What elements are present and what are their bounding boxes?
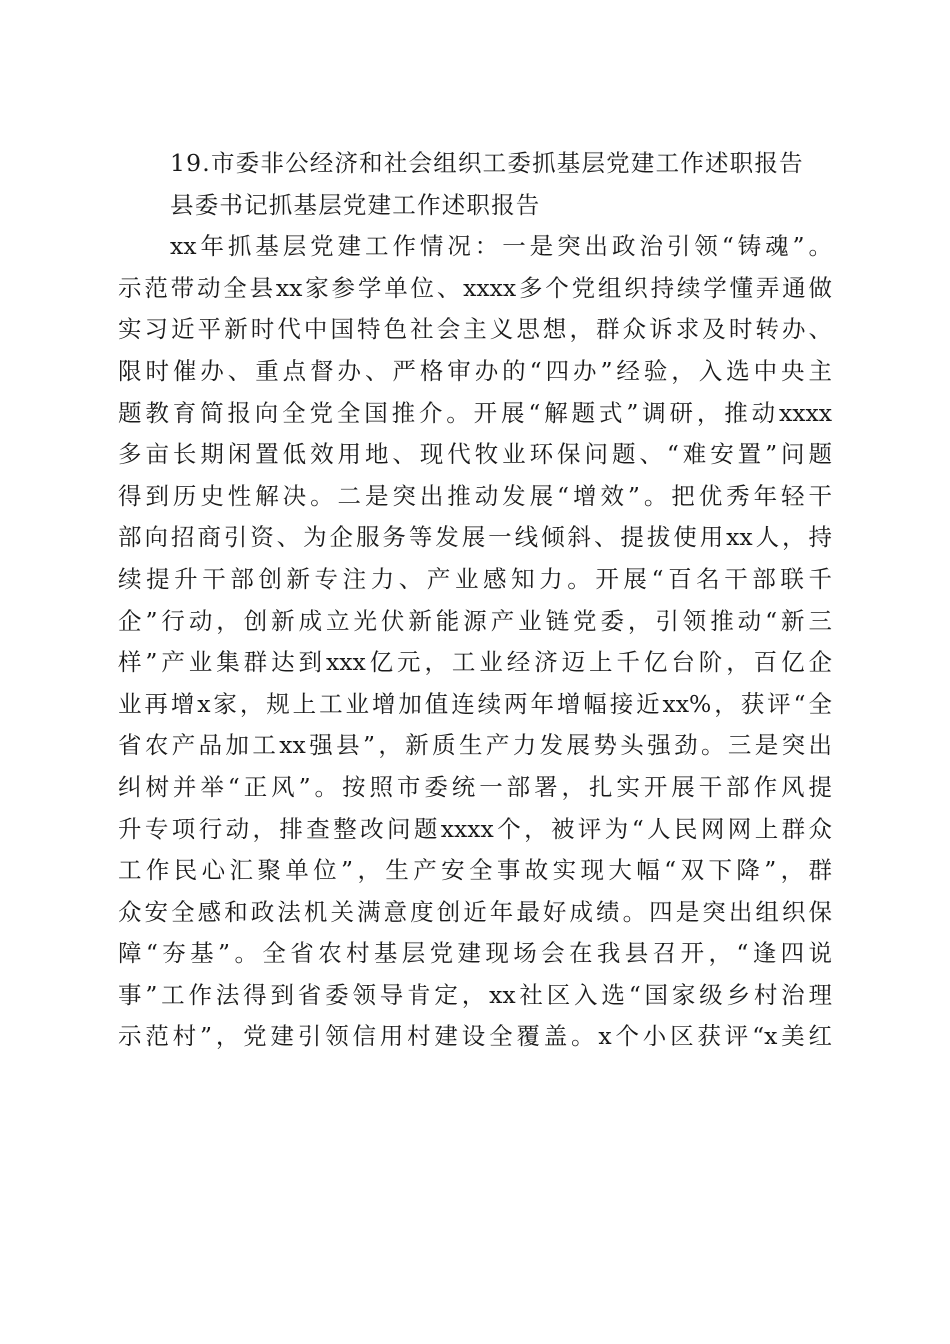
report-subtitle: 县委书记抓基层党建工作述职报告 [170,190,541,219]
document-title: 19.市委非公经济和社会组织工委抓基层党建工作述职报告 [170,149,804,177]
paragraph-line: xx年抓基层党建工作情况：一是突出政治引领“铸魂”。 [170,232,832,261]
paragraph-line: 业再增x家，规上工业增加值连续两年增幅接近xx%，获评“全 [118,689,832,718]
paragraph-line: 众安全感和政法机关满意度创近年最好成绩。四是突出组织保 [118,897,832,926]
paragraph-line: 得到历史性解决。二是突出推动发展“增效”。把优秀年轻干 [118,481,832,510]
paragraph-line: 部向招商引资、为企服务等发展一线倾斜、提拔使用xx人，持 [118,523,832,552]
paragraph-line: 多亩长期闲置低效用地、现代牧业环保问题、“难安置”问题 [118,440,832,469]
document-body [118,143,832,1058]
paragraph-line: 限时催办、重点督办、严格审办的“四办”经验，入选中央主 [118,356,832,385]
paragraph-line: 实习近平新时代中国特色社会主义思想，群众诉求及时转办、 [118,315,832,344]
paragraph-line: 事”工作法得到省委领导肯定，xx社区入选“国家级乡村治理 [118,980,832,1009]
paragraph-line: 纠树并举“正风”。按照市委统一部署，扎实开展干部作风提 [118,772,832,801]
paragraph-line: 续提升干部创新专注力、产业感知力。开展“百名干部联千 [118,564,832,593]
paragraph-line: 障“夯基”。全省农村基层党建现场会在我县召开，“逢四说 [118,939,832,968]
paragraph-line: 省农产品加工xx强县”，新质生产力发展势头强劲。三是突出 [118,731,832,760]
paragraph-line: 企”行动，创新成立光伏新能源产业链党委，引领推动“新三 [118,606,832,635]
paragraph-line: 题教育简报向全党全国推介。开展“解题式”调研，推动xxxx [118,398,832,427]
paragraph-line: 示范村”，党建引领信用村建设全覆盖。x个小区获评“x美红 [118,1022,832,1051]
paragraph-line: 工作民心汇聚单位”，生产安全事故实现大幅“双下降”，群 [118,856,832,885]
paragraph-line: 样”产业集群达到xxx亿元，工业经济迈上千亿台阶，百亿企 [118,648,832,677]
paragraph-line: 示范带动全县xx家参学单位、xxxx多个党组织持续学懂弄通做 [118,273,832,302]
paragraph-line: 升专项行动，排查整改问题xxxx个，被评为“人民网网上群众 [118,814,832,843]
